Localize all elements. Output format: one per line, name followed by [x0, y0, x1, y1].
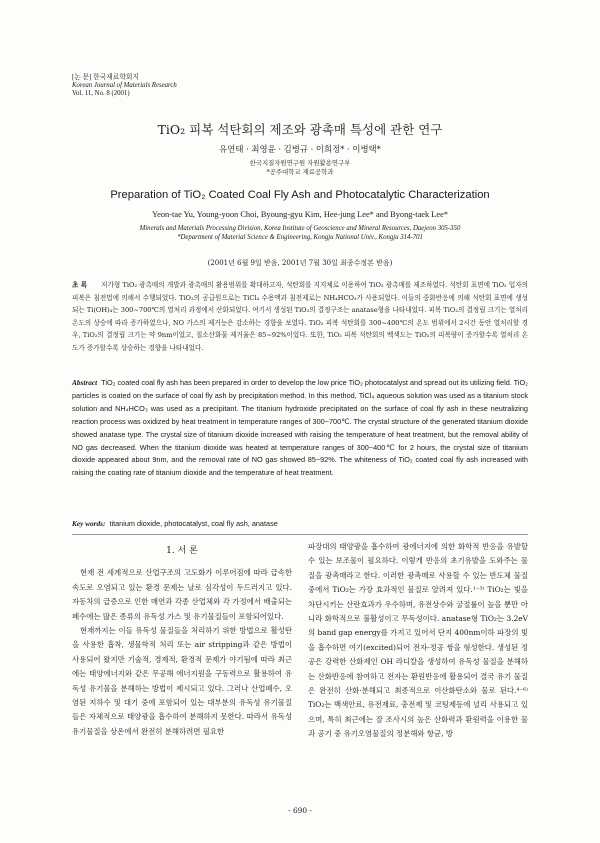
abstract-korean-text: 저가형 TiO₂ 광촉매의 개발과 광촉매의 활용범위를 확대하고자, 석탄회를 지지체로 이용하여 TiO₂ 광촉매를 제조하였다. 석탄회 표면에 TiO₂ 입자의 피복은 침전법에 의해서 수행되었다. TiO₂의 공급원으로는 TiCl₄ 수용액과 침전제로는 NH₄HCO₃가 사용되었다. 이들의 중화반응에 의해 석탄회 표면에 생성되는 Ti(OH)₄는 300~700℃의 열처리 과정에서 산화되었다. 여기서 생성된 TiO₂의 결정구조는 anatase형을 나타내었다. 피복 TiO₂의 결정립 크기는 열처리 온도의 상승에 따라 증가하였으나, NO 가스의 제거능은 감소하는 경향을 보였다. TiO₂ 피복 석탄회를 300~400℃의 온도 범위에서 2시간 동안 열처리할 경우, TiO₂의 결정립 크기는 약 9nm이었고, 질소산화물 제거율은 85~92%이었다. 또한, TiO₂ 피복 석탄회의 백색도는 TiO₂의 피복량이 증가할수록 열처리 온도가 증가할수록 상승하는 경향을 나타내었다. [72, 281, 528, 352]
abstract-english-label: Abstract [72, 378, 98, 387]
journal-name-en: Korean Journal of Materials Research [72, 82, 177, 90]
body-paragraph: 파장대의 태양광을 흡수하여 광에너지에 의한 화학적 반응을 유발할 수 있는 보조물이 필요하다. 이렇게 반응의 초기유발을 도와주는 물질을 광촉매라고 한다. 이러한 광촉매로 사용할 수 있는 반도체 물질 중에서 TiO₂는 가장 효과적인 물질로 알려져 있다.¹⁻³⁾ TiO₂는 빛을 차단시키는 산란효과가 우수하며, 유전상수와 굴절률이 높을 뿐만 아니라 화학적으로 불활성이고 무독성이다. anatase형 TiO₂는 3.2eV의 band gap energy를 가지고 있어서 단지 400nm이하 파장의 빛을 흡수하면 여기(excited)되어 전자-정공 쌍을 형성한다. 생성된 정공은 강력한 산화제인 OH 라디칼을 생성하여 유독성 물질을 분해하는 산화반응에 참여하고 전자는 환원반응에 활용되어 결국 유기 물질은 완전히 산화·분해되고 최종적으로 이산화탄소와 물로 된다.⁴⁻⁶⁾ TiO₂는 백색안료, 유전재료, 충전제 및 코팅제등에 널리 사용되고 있으며, 특히 최근에는 잘 조사시의 높은 산화력과 환원력을 이용한 물과 공기 중 유기오염물질의 정분해와 항균, 방 [308, 542, 528, 739]
journal-name-ko: [논 문] 한국재료학회지 [72, 74, 140, 81]
page-number: - 690 - [288, 806, 312, 815]
section-heading: 1. 서 론 [166, 546, 198, 556]
abstract-english-text: TiO₂ coated coal fly ash has been prepared in order to develop the low price TiO₂ photocatalyst and spread out its utilizing field. TiO₂ particles is coated on the surface of coal fly ash by precipitation method. In this method, TiCl₄ aqueous solution was used as a titanium stock solution and NH₄HCO₃ was used as a precipitant. The titanium hydroxide precipitated on the surface of coal fly ash in these neutralizing reaction process was oxidized by heat treatment in temperature ranges of 300~700℃. The crystal structure of the generated titanium dioxide showed anatase type. The crystal size of titanium dioxide increased with raising the temperature of heat treatment, but the removal ability of NO gas decreased. When the titanium dioxide was heated at temperature ranges of 300~400℃ for 2 hours, the crystal size of titanium dioxide appeared about 9nm, and the removal rate of NO gas showed 85~92%. The whiteness of TiO₂ coated coal fly ash increased with raising the coating rate of titanium dioxide and the temperature of heat treatment. [72, 378, 528, 478]
abstract-english [72, 377, 528, 480]
keywords-label: Key words: [72, 519, 106, 528]
received-dates: (2001년 6월 9일 받음, 2001년 7월 30일 최종수정본 받음) [207, 259, 393, 267]
affiliation-korean-line1: 한국지질자원연구원 자원활용연구부 [249, 159, 351, 167]
body-column-left [72, 540, 292, 739]
affiliation-english [0, 224, 600, 243]
authors-english: Yeon-tae Yu, Young-yoon Choi, Byoung-gyu Kim, Hee-jung Lee* and Byong-taek Lee* [151, 210, 449, 219]
title-english: Preparation of TiO₂ Coated Coal Fly Ash and Photocatalytic Characterization [110, 189, 490, 201]
title-korean: TiO₂ 피복 석탄회의 제조와 광촉매 특성에 관한 연구 [157, 122, 443, 137]
affiliation-korean [0, 159, 600, 177]
section-divider [72, 534, 528, 535]
abstract-korean-label: 초 록 [72, 281, 88, 289]
keywords-text: titanium dioxide, photocatalyst, coal fly ash, anatase [109, 519, 278, 528]
authors-korean: 유연태 · 최영윤 · 김병규 · 이희정* · 이병택* [219, 144, 381, 154]
abstract-korean [72, 279, 528, 354]
affiliation-english-line2: *Department of Material Science & Engineering, Kongju National Univ., Kongju 314-701 [177, 234, 423, 242]
body-paragraph: 현재까지는 이들 유독성 물질들을 처리하기 위한 방법으로 활성탄을 사용한 흡착, 생물학적 처리 또는 air stripping과 같은 방법이 사용되어 왔지만 기술적, 경제적, 환경적 문제가 야기됨에 따라 최근에는 태양에너지와 같은 무공해 에너지원을 구동력으로 활용하여 유독성 유기물을 분해하는 방법이 제시되고 있다. 그러나 산업폐수, 오염된 지하수 및 대기 중에 포함되어 있는 대부분의 유독성 유기물질들은 자체적으로 태양광을 흡수하여 분해하지 못한다. 따라서 유독성 유기물질을 상온에서 완전히 분해하려면 필요한 [72, 626, 292, 736]
journal-volume: Vol. 11, No. 8 (2001) [72, 90, 130, 98]
journal-header [72, 74, 177, 99]
body-column-right [308, 540, 528, 742]
keywords [72, 519, 528, 528]
affiliation-korean-line2: *공주대학교 재료공학과 [266, 168, 334, 176]
affiliation-english-line1: Minerals and Materials Processing Division, Korea Institute of Geoscience and Mineral Resources, Daejeon 305-350 [139, 225, 461, 232]
body-paragraph: 현재 전 세계적으로 산업구조의 고도화가 이루어짐에 따라 급속한 속도로 오염되고 있는 환경 문제는 날로 심각성이 두드러지고 있다. 자동차의 급증으로 인한 매연과 각종 산업체와 각 가정에서 배출되는 폐수에는 많은 종류의 유독성 가스 및 유기물질들이 포함되어있다. [72, 568, 292, 621]
